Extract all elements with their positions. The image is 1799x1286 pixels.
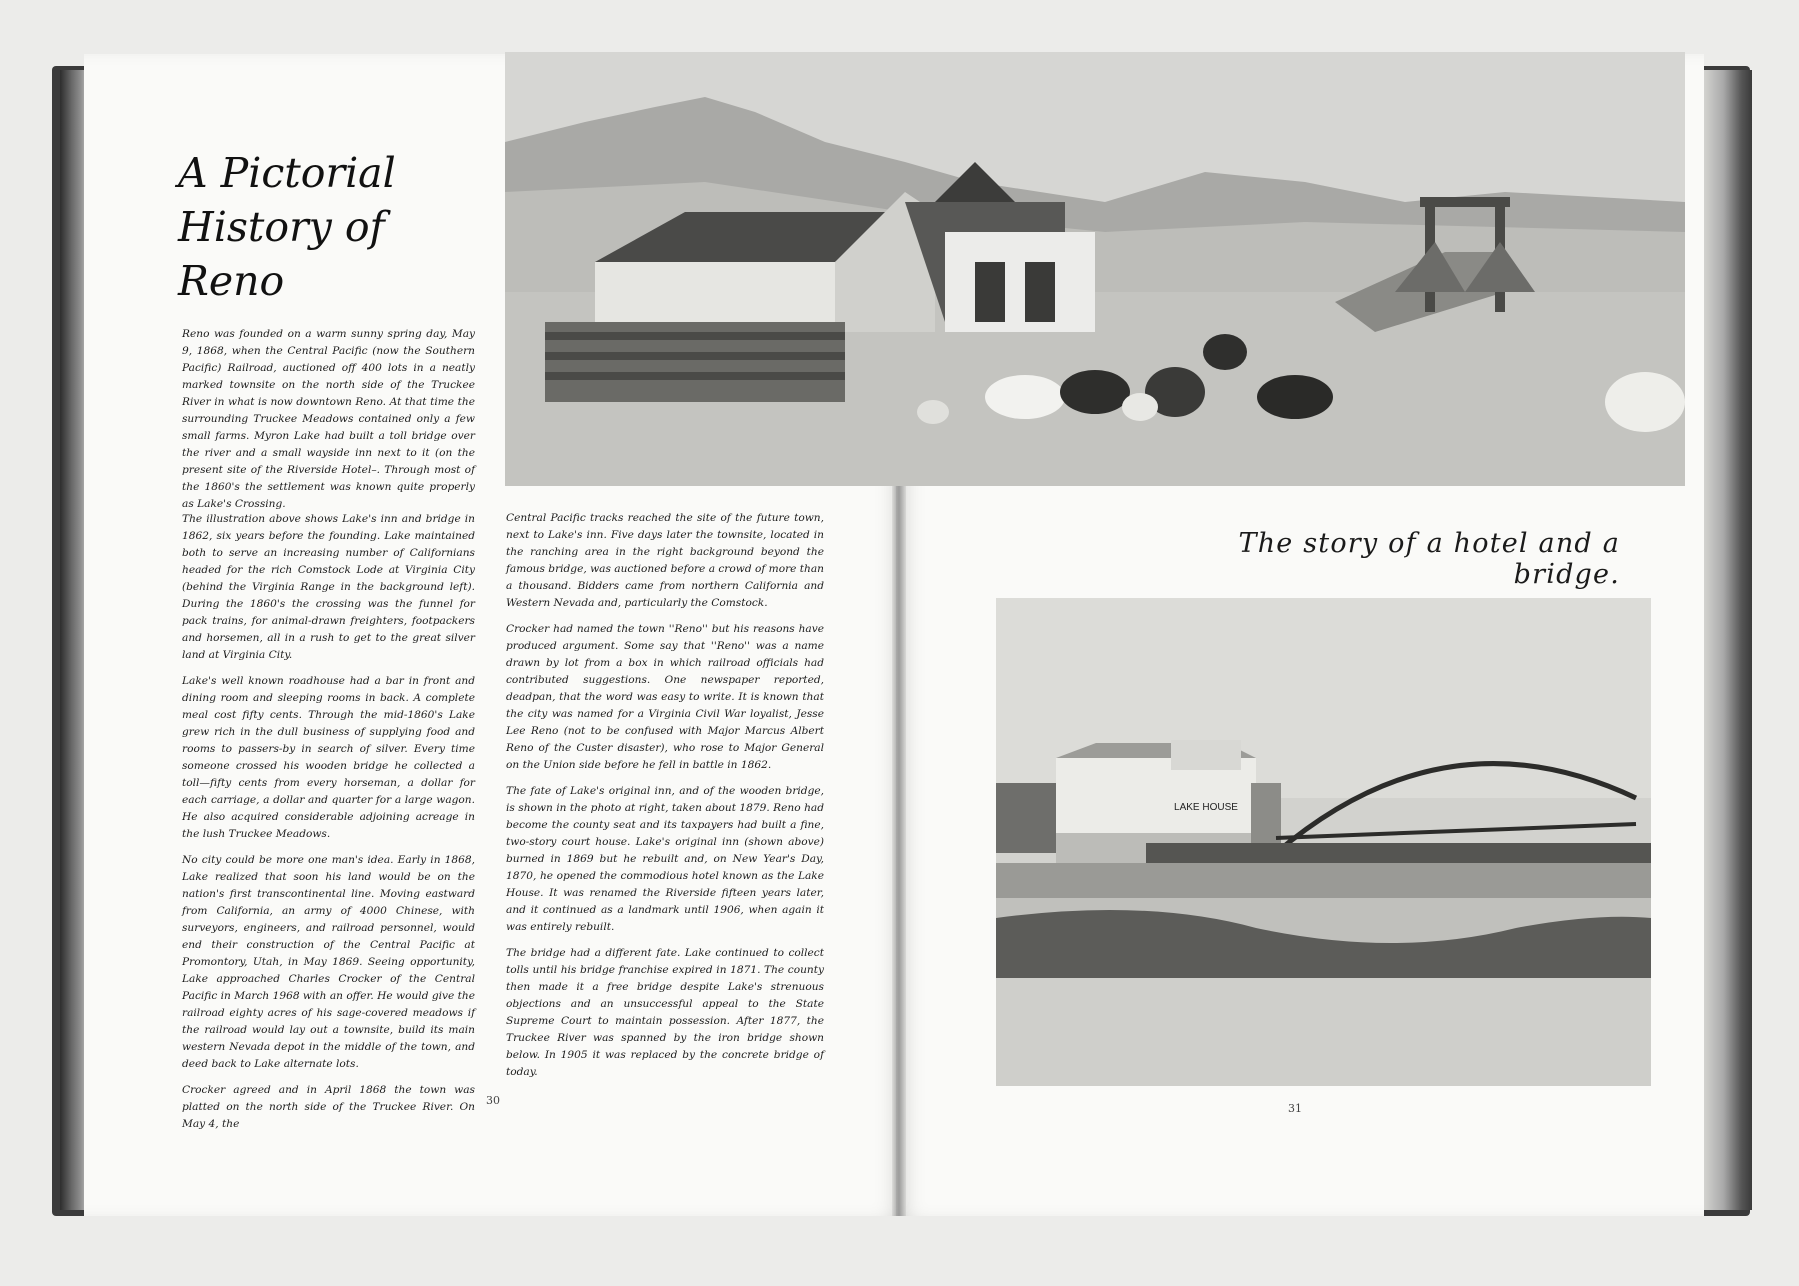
paragraph: Crocker agreed and in April 1868 the town was platted on the north side of the Truckee River. On May 4, the xyxy=(182,1084,475,1130)
page-number-left: 30 xyxy=(486,1094,500,1107)
engraving-lakes-crossing xyxy=(505,52,1685,486)
paragraph: The illustration above shows Lake's inn and bridge in 1862, six years before the founding. Lake maintained both to serve an increasing number of Californians headed for the rich Comstock Lode at Virginia City (behind the Virginia Range in the background left). During the 1860's the crossing was the funnel for pack trains, for animal-drawn freighters, footpackers and horsemen, all in a rush to get to the great silver land at Virginia City. xyxy=(182,513,475,661)
title-line-1: A Pictorial xyxy=(178,149,396,197)
engraving-illustration xyxy=(505,52,1685,486)
paragraph: Crocker had named the town ''Reno'' but his reasons have produced argument. Some say that ''Reno'' was a name drawn by lot from a box in which railroad officials had contributed suggestions. One newspaper reported, deadpan, that the word was easy to write. It is known that the city was named for a Virginia Civil War loyalist, Jesse Lee Reno (not to be confused with Major Marcus Albert Reno of the Custer disaster), who rose to Major General on the Union side before he fell in battle in 1862. xyxy=(506,623,824,771)
lake-house-sign: LAKE HOUSE xyxy=(1174,802,1238,813)
photo-lake-house-bridge xyxy=(996,598,1651,1086)
paragraph: No city could be more one man's idea. Early in 1868, Lake realized that soon his land would be on the nation's first transcontinental line. Moving eastward from California, an army of 4000 Chinese, with surveyors, engineers, and railroad personnel, would end their construction of the Central Pacific at Promontory, Utah, in May 1869. Seeing opportunity, Lake approached Charles Crocker of the Central Pacific in March 1968 with an offer. He would give the railroad eighty acres of his sage-covered meadows if the railroad would lay out a townsite, build its main western Nevada depot in the middle of the town, and deed back to Lake alternate lots. xyxy=(182,854,475,1070)
right-column xyxy=(506,510,824,1090)
title-line-2: History of Reno xyxy=(178,203,385,305)
photo-caption: The story of a hotel and a bridge. xyxy=(1238,528,1620,590)
page-title xyxy=(178,146,478,308)
right-page-edge xyxy=(1700,70,1752,1210)
paragraph: Central Pacific tracks reached the site of the future town, next to Lake's inn. Five days later the townsite, located in the ranching area in the right background beyond the famous bridge, was auctioned before a crowd of more than a thousand. Bidders came from northern California and Western Nevada and, particularly the Comstock. xyxy=(506,512,824,609)
paragraph: The fate of Lake's original inn, and of the wooden bridge, is shown in the photo at right, taken about 1879. Reno had become the county seat and its taxpayers had built a fine, two-story court house. Lake's original inn (shown above) burned in 1869 but he rebuilt and, on New Year's Day, 1870, he opened the commodious hotel known as the Lake House. It was renamed the Riverside fifteen years later, and it continued as a landmark until 1906, when again it was entirely rebuilt. xyxy=(506,785,824,933)
paragraph: Lake's well known roadhouse had a bar in front and dining room and sleeping rooms in back. A complete meal cost fifty cents. Through the mid-1860's Lake grew rich in the dull business of supplying food and rooms to passers-by in search of silver. Every time someone crossed his wooden bridge he collected a toll—fifty cents from every horseman, a dollar for each carriage, a dollar and quarter for a large wagon. He also acquired considerable adjoining acreage in the lush Truckee Meadows. xyxy=(182,675,475,840)
intro-column xyxy=(182,326,475,522)
left-column xyxy=(182,511,475,1142)
lake-house-photo xyxy=(996,598,1651,1086)
paragraph: The bridge had a different fate. Lake continued to collect tolls until his bridge franchise expired in 1871. The county then made it a free bridge despite Lake's strenuous objections and an unsuccessful appeal to the State Supreme Court to maintain possession. After 1877, the Truckee River was spanned by the iron bridge shown below. In 1905 it was replaced by the concrete bridge of today. xyxy=(506,947,824,1078)
paragraph: Reno was founded on a warm sunny spring day, May 9, 1868, when the Central Pacific (now the Southern Pacific) Railroad, auctioned off 400 lots in a neatly marked townsite on the north side of the Truckee River in what is now downtown Reno. At that time the surrounding Truckee Meadows contained only a few small farms. Myron Lake had built a toll bridge over the river and a small wayside inn next to it (on the present site of the Riverside Hotel–. Through most of the 1860's the settlement was known quite properly as Lake's Crossing. xyxy=(182,328,475,510)
page-number-right: 31 xyxy=(1288,1102,1302,1115)
